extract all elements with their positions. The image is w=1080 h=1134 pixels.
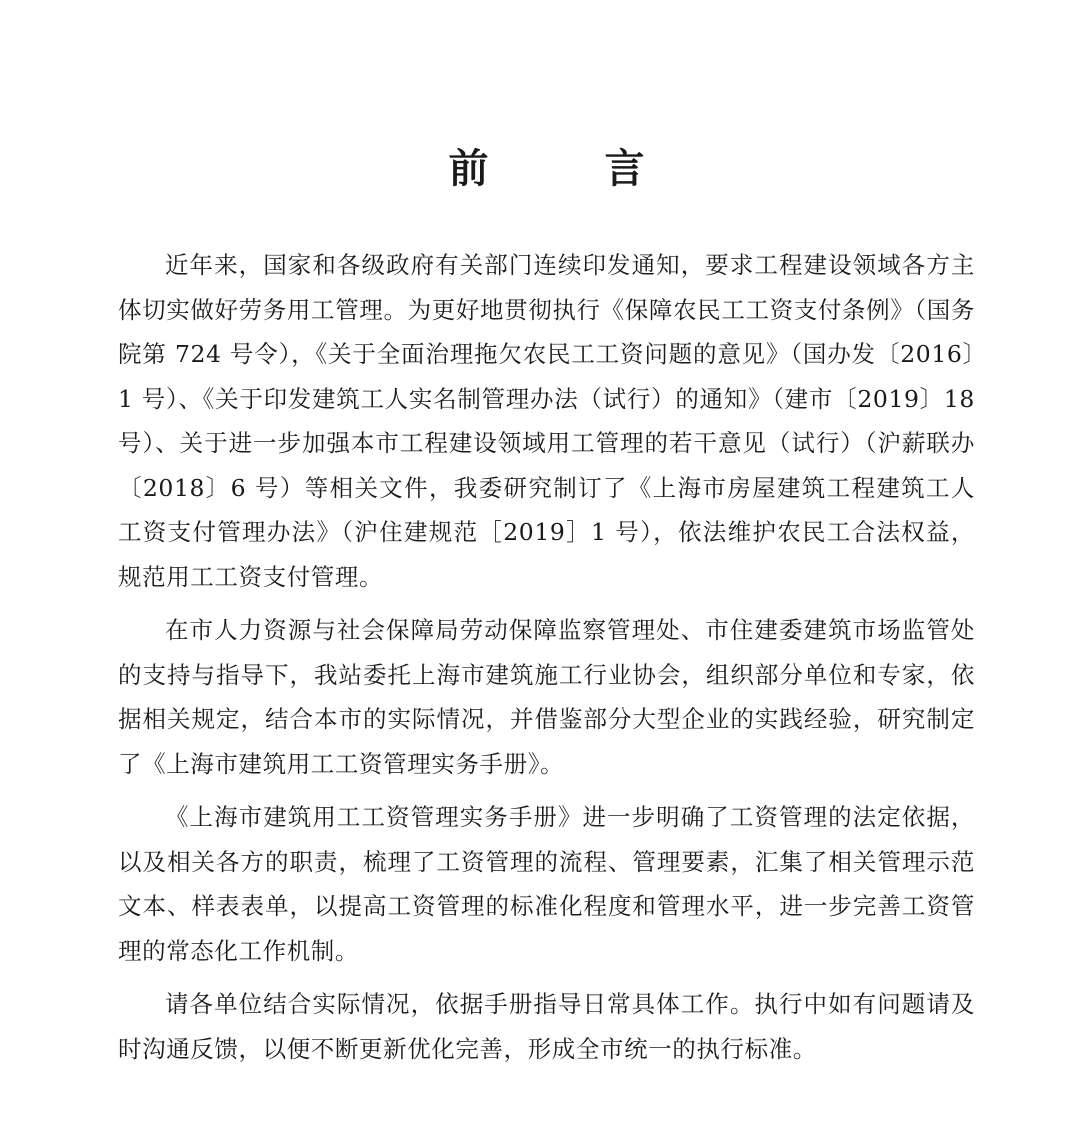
paragraph-background: 近年来，国家和各级政府有关部门连续印发通知，要求工程建设领域各方主体切实做好劳务用工管理。为更好地贯彻执行《保障农民工工资支付条例》（国务院第 724 号令），《关于全面治理拖欠农民工工资问题的意见》（国办发〔2016〕1 号）、《关于印发建筑工人实名制管理办法（试行）的通知》（建市〔2019〕18 号）、关于进一步加强本市工程建设领域用工管理的若干意见（试行）（沪薪联办〔2018〕6 号）等相关文件，我委研究制订了《上海市房屋建筑工程建筑工人工资支付管理办法》（沪住建规范［2019］1 号），依法维护农民工合法权益，规范用工工资支付管理。 [118,251,975,591]
paragraph-request: 请各单位结合实际情况，依据手册指导日常具体工作。执行中如有问题请及时沟通反馈，以便不断更新优化完善，形成全市统一的执行标准。 [118,990,975,1063]
paragraph-support: 在市人力资源与社会保障局劳动保障监察管理处、市住建委建筑市场监管处的支持与指导下，我站委托上海市建筑施工行业协会，组织部分单位和专家，依据相关规定，结合本市的实际情况，并借鉴部分大型企业的实践经验，研究制定了《上海市建筑用工工资管理实务手册》。 [118,616,975,778]
document-body [118,243,975,1071]
page-title: 前 言 [448,145,683,192]
paragraph-manual-scope: 《上海市建筑用工工资管理实务手册》进一步明确了工资管理的法定依据，以及相关各方的职责，梳理了工资管理的流程、管理要素，汇集了相关管理示范文本、样表表单，以提高工资管理的标准化程度和管理水平，进一步完善工资管理的常态化工作机制。 [118,803,975,965]
